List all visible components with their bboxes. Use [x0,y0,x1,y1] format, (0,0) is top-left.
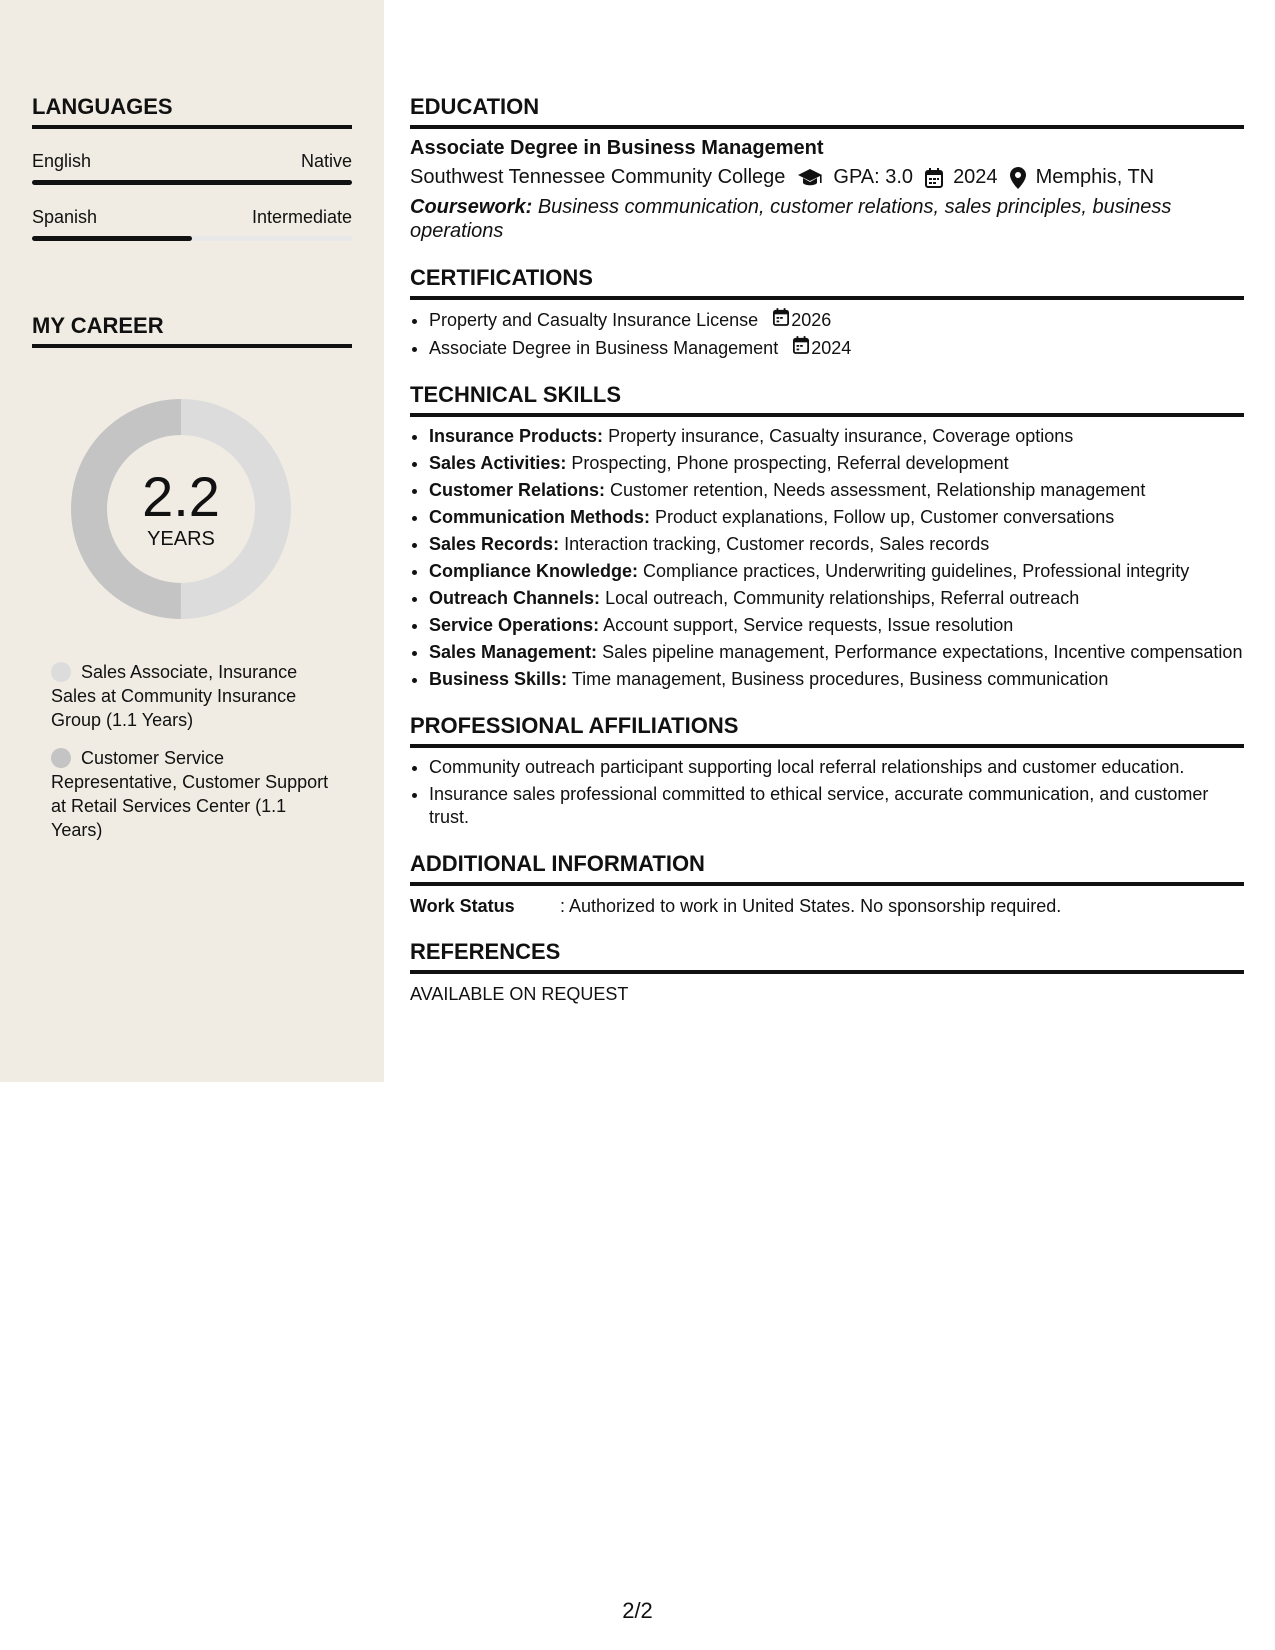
affiliations-heading: PROFESSIONAL AFFILIATIONS [410,713,1244,748]
career-item [51,660,341,732]
skill-label: Customer Relations: [429,480,606,500]
education-school: Southwest Tennessee Community College [410,166,786,188]
languages-heading: LANGUAGES [32,94,352,129]
sidebar [0,0,384,1082]
education-coursework [410,195,1244,243]
skill-value: Local outreach, Community relationships, Referral outreach [605,588,1080,608]
graduation-cap-icon [797,168,823,188]
sidebar-content [32,94,352,856]
language-item-english [32,151,352,185]
skill-item [429,506,1244,529]
main-content [410,94,1244,1027]
education-location: Memphis, TN [1035,166,1155,188]
language-level: Intermediate [251,207,352,227]
career-years-label: YEARS [147,527,215,550]
skill-label: Sales Activities: [429,453,567,473]
affiliations-section [410,713,1244,829]
coursework-text: Business communication, customer relations, sales principles, business operations [410,196,1172,242]
career-item-text: Sales Associate, Insurance Sales at Community Insurance Group (1.1 Years) [51,662,298,730]
career-total-years: 2.2 [142,464,220,528]
career-legend [32,660,341,842]
certification-year: 2024 [811,337,852,358]
language-proficiency-fill [32,236,192,241]
education-year: 2024 [953,166,998,188]
career-donut-chart [66,394,296,624]
additional-info-heading: ADDITIONAL INFORMATION [410,851,1244,886]
affiliations-list [410,756,1244,829]
references-heading: REFERENCES [410,939,1244,974]
education-section [410,94,1244,243]
skill-item [429,587,1244,610]
skill-value: Customer retention, Needs assessment, Relationship management [610,480,1146,500]
education-details [410,166,1244,189]
references-section [410,939,1244,1005]
skill-value: Compliance practices, Underwriting guidelines, Professional integrity [643,561,1190,581]
affiliation-item: • Community outreach participant supporting local referral relationships and customer education. [429,756,1244,779]
language-name: Spanish [32,207,98,227]
work-status-label: Work Status [410,896,515,916]
career-item-text: Customer Service Representative, Customer Support at Retail Services Center (1.1 Years) [51,748,329,840]
calendar-icon [793,336,811,360]
skill-item [429,560,1244,583]
technical-skills-heading: TECHNICAL SKILLS [410,382,1244,417]
language-name: English [32,151,92,171]
skill-label: Business Skills: [429,669,568,689]
map-pin-icon [1010,167,1026,189]
education-gpa: GPA: 3.0 [833,166,914,188]
skill-value: Prospecting, Phone prospecting, Referral development [571,453,1009,473]
education-heading: EDUCATION [410,94,1244,129]
language-proficiency-bar [32,180,352,185]
skill-item [429,668,1244,691]
education-degree: Associate Degree in Business Management [410,137,824,159]
certification-date [773,308,831,332]
certification-year: 2026 [791,309,832,330]
certifications-list [410,308,1244,360]
skill-item [429,614,1244,637]
skill-value: Interaction tracking, Customer records, Sales records [564,534,990,554]
certifications-section [410,265,1244,360]
skill-label: Outreach Channels: [429,588,601,608]
certifications-heading: CERTIFICATIONS [410,265,1244,300]
language-item-spanish [32,207,352,241]
affiliation-item: • Insurance sales professional committed to ethical service, accurate communication, and customer trust. [429,783,1244,829]
technical-skills-list [410,425,1244,691]
skill-label: Service Operations: [429,615,600,635]
skill-value: Sales pipeline management, Performance expectations, Incentive compensation [602,642,1243,662]
certification-name: Associate Degree in Business Management [429,338,779,358]
skill-label: Communication Methods: [429,507,650,527]
skill-label: Sales Management: [429,642,598,662]
certification-item [429,308,1244,332]
references-text: AVAILABLE ON REQUEST [410,984,629,1004]
skill-item [429,533,1244,556]
skill-label: Sales Records: [429,534,560,554]
certification-item [429,336,1244,360]
skill-item [429,479,1244,502]
skill-item [429,641,1244,664]
coursework-label: Coursework: [410,196,533,218]
additional-info-section [410,851,1244,917]
skill-label: Compliance Knowledge: [429,561,639,581]
skill-item [429,452,1244,475]
skill-value: Property insurance, Casualty insurance, Coverage options [608,426,1074,446]
calendar-icon [773,308,791,332]
skill-label: Insurance Products: [429,426,604,446]
skill-value: Time management, Business procedures, Business communication [571,669,1109,689]
career-heading: MY CAREER [32,313,352,348]
language-level: Native [300,151,352,171]
certification-date [793,336,851,360]
calendar-icon [925,168,943,188]
career-item [51,746,341,842]
legend-dot-icon [51,662,71,682]
career-donut-center [66,394,296,624]
work-status-row [410,896,1244,917]
language-proficiency-fill [32,180,352,185]
skill-item [429,425,1244,448]
technical-skills-section [410,382,1244,691]
certification-name: Property and Casualty Insurance License [429,310,759,330]
work-status-value: : Authorized to work in United States. No sponsorship required. [560,896,1062,916]
page-number: 2/2 [622,1598,653,1623]
legend-dot-icon [51,748,71,768]
skill-value: Product explanations, Follow up, Customer conversations [655,507,1115,527]
language-proficiency-bar [32,236,352,241]
skill-value: Account support, Service requests, Issue resolution [603,615,1014,635]
